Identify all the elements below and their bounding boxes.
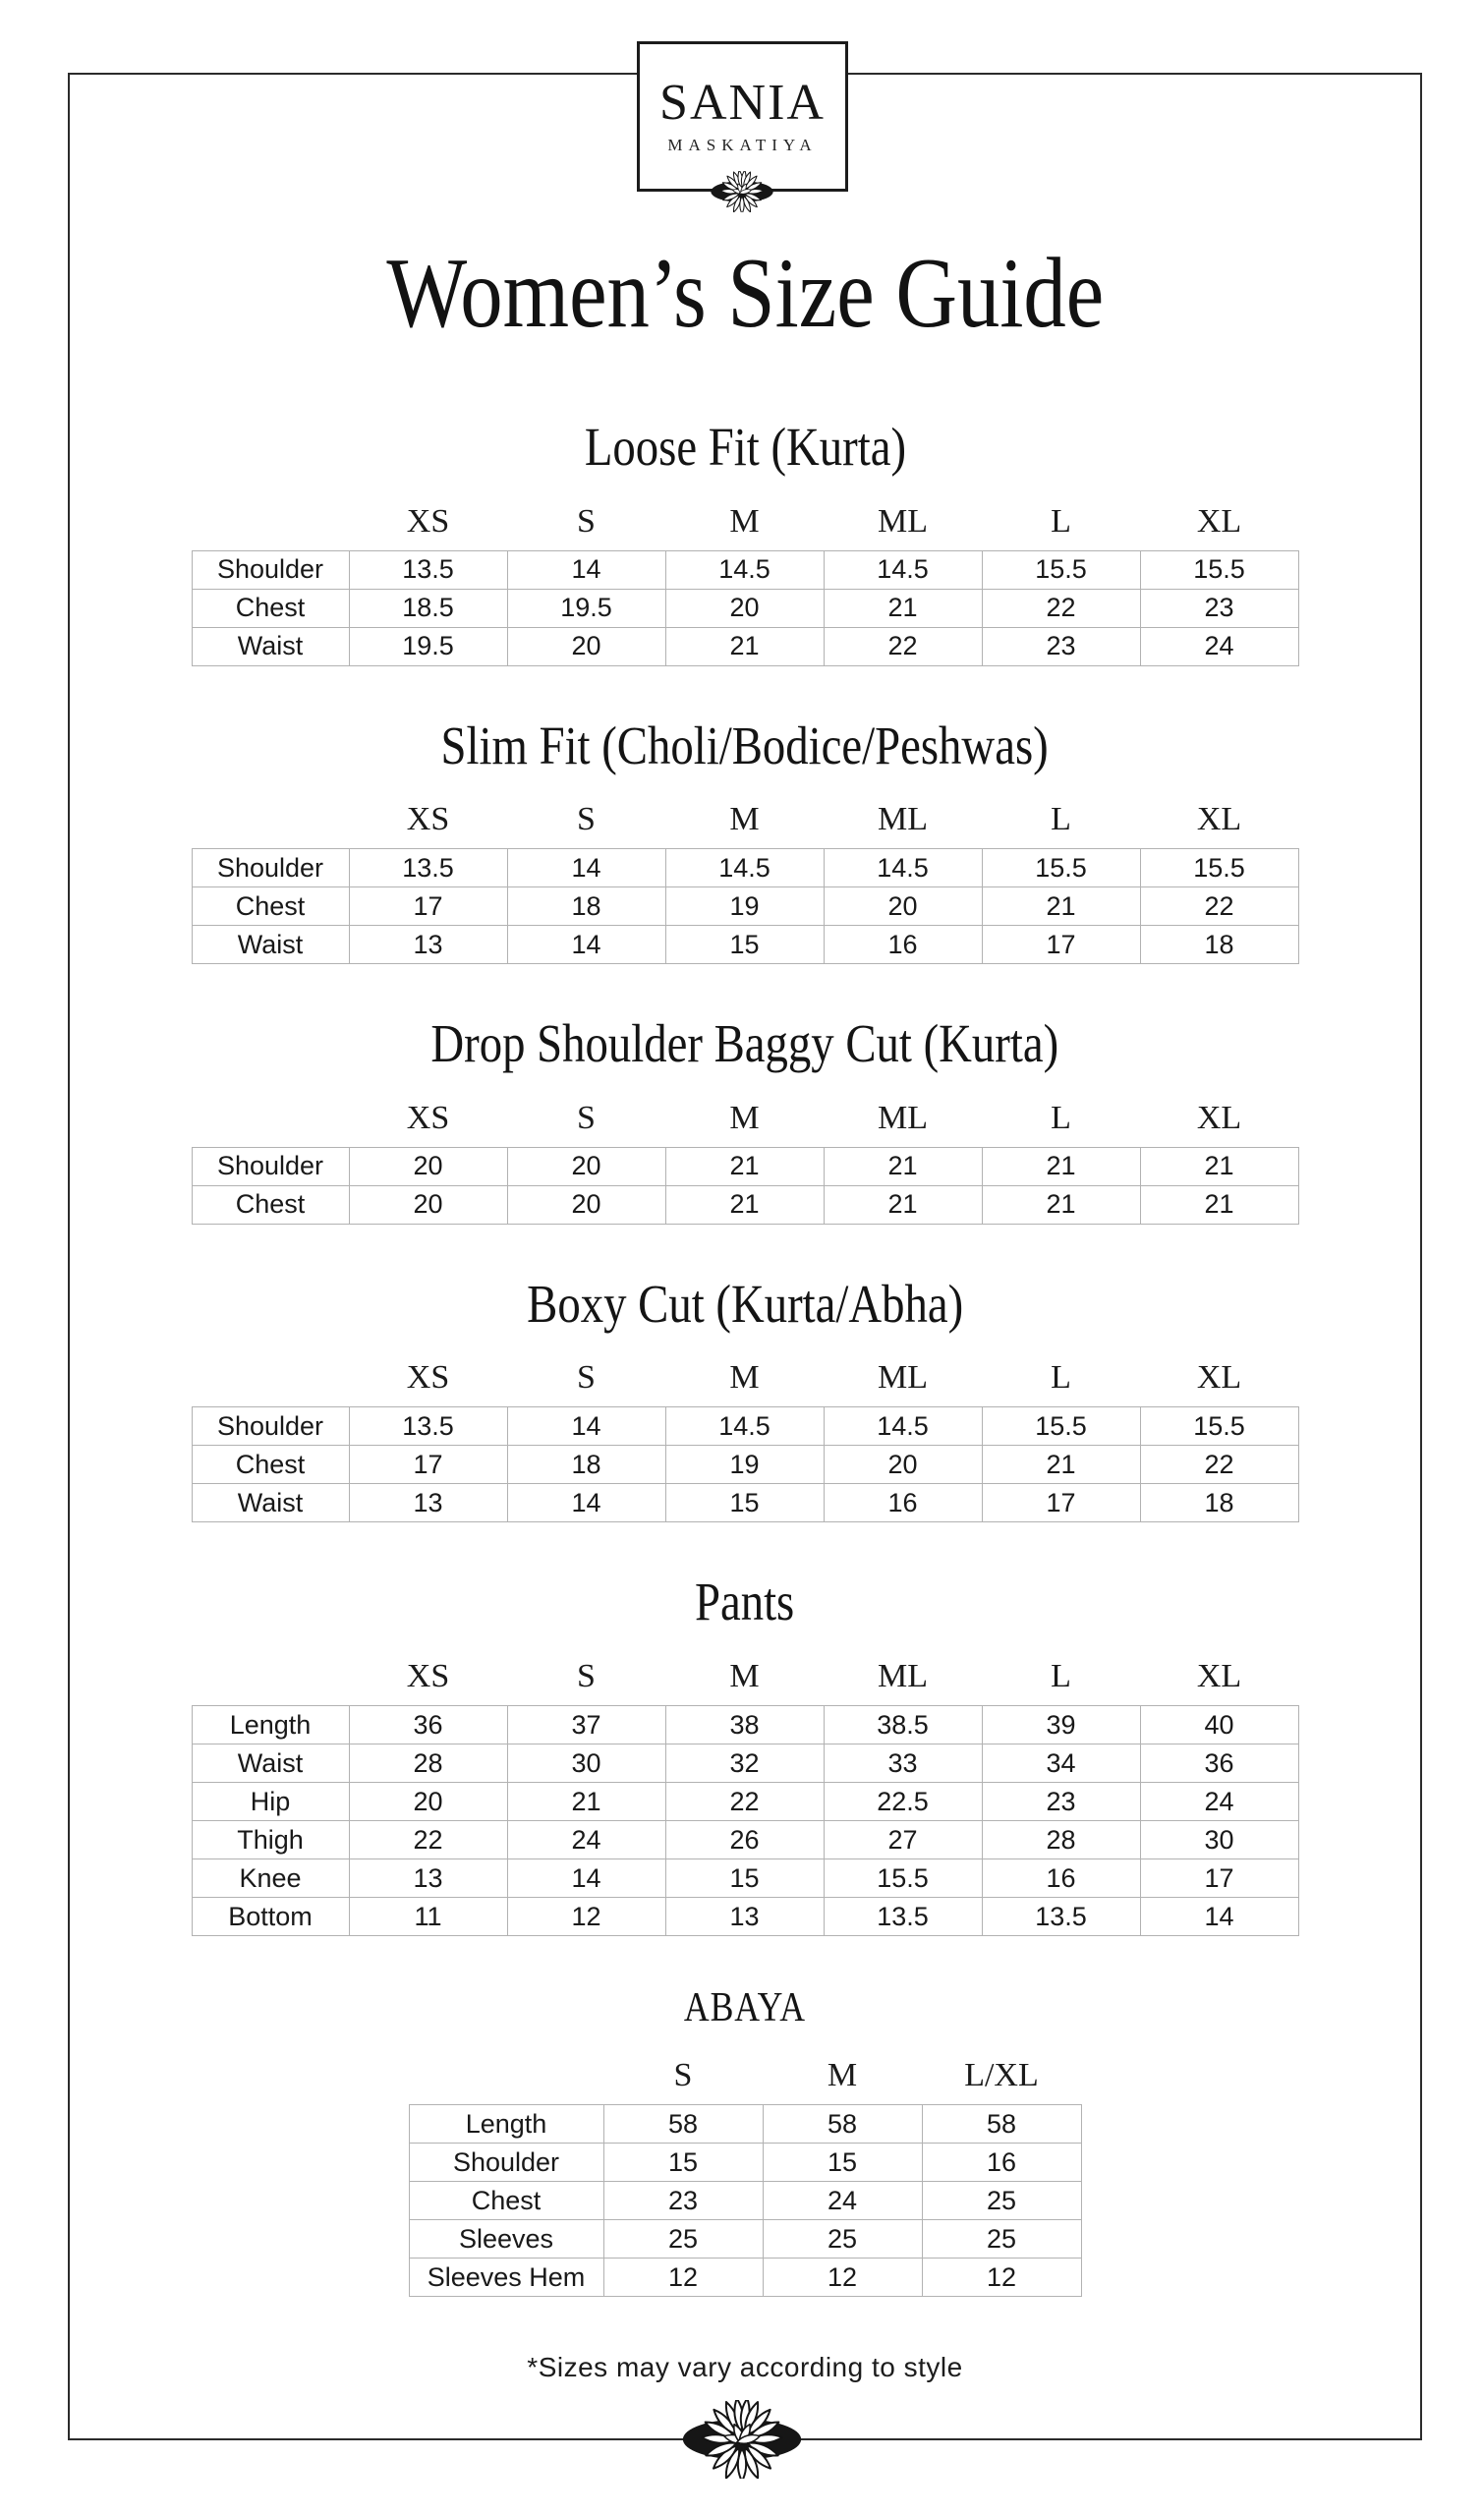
section-title-text: Boxy Cut (Kurta/Abha) — [526, 1273, 964, 1334]
size-column-label: L — [1051, 1359, 1071, 1397]
size-column-label: S — [673, 2057, 693, 2094]
size-value-cell: 20 — [507, 1185, 665, 1224]
row-label: Chest — [192, 589, 349, 627]
row-label: Chest — [192, 1185, 349, 1224]
size-value-cell: 17 — [982, 926, 1140, 964]
size-value-cell: 37 — [507, 1706, 665, 1744]
footnote: *Sizes may vary according to style — [527, 2352, 963, 2383]
size-value-cell: 15.5 — [1140, 1407, 1298, 1446]
size-column-label: L — [1051, 1658, 1071, 1695]
size-value-cell: 33 — [824, 1744, 982, 1783]
size-value-cell: 22 — [982, 589, 1140, 627]
section-title-text: ABAYA — [684, 1985, 806, 2031]
table-row — [192, 1859, 1298, 1898]
size-value-cell: 24 — [507, 1821, 665, 1859]
size-value-cell: 13 — [349, 1859, 507, 1898]
size-value-cell: 16 — [922, 2144, 1081, 2182]
table-row — [192, 1147, 1298, 1185]
brand-name: SANIA — [659, 75, 826, 131]
table-row — [192, 887, 1298, 926]
size-column-label: S — [577, 502, 596, 540]
section-title-text: Loose Fit (Kurta) — [584, 417, 906, 478]
row-label: Chest — [192, 1446, 349, 1484]
row-label: Waist — [192, 1484, 349, 1522]
table-row — [192, 550, 1298, 589]
size-value-cell: 14 — [507, 1484, 665, 1522]
row-label: Length — [409, 2105, 603, 2144]
size-value-cell: 22 — [665, 1783, 824, 1821]
table-row — [192, 1898, 1298, 1936]
size-column-label: S — [577, 1099, 596, 1136]
size-value-cell: 24 — [1140, 1783, 1298, 1821]
size-value-cell: 13 — [665, 1898, 824, 1936]
size-header-row — [192, 801, 1298, 838]
size-value-cell: 21 — [982, 1446, 1140, 1484]
size-value-cell: 38.5 — [824, 1706, 982, 1744]
size-column-label: ML — [878, 502, 928, 540]
size-column-label: S — [577, 1658, 596, 1695]
section-title — [68, 1274, 1422, 1335]
size-column-label: XS — [406, 1359, 450, 1397]
row-label: Bottom — [192, 1898, 349, 1936]
table-row — [192, 627, 1298, 665]
size-value-cell: 14 — [1140, 1898, 1298, 1936]
size-column-label: XS — [406, 502, 450, 540]
table-row — [409, 2182, 1081, 2220]
table-row — [192, 589, 1298, 627]
size-column-label: M — [729, 801, 760, 838]
size-value-cell: 17 — [982, 1484, 1140, 1522]
table-row — [192, 1446, 1298, 1484]
size-value-cell: 13.5 — [349, 1407, 507, 1446]
size-value-cell: 20 — [665, 589, 824, 627]
size-column-label: XL — [1196, 801, 1242, 838]
size-column-label: XS — [406, 1658, 450, 1695]
table-row — [192, 849, 1298, 887]
size-column-label: L — [1051, 502, 1071, 540]
section-drop-shoulder-baggy-cut-kurta — [68, 1013, 1422, 1225]
size-value-cell: 15.5 — [982, 550, 1140, 589]
table-row — [192, 1484, 1298, 1522]
size-value-cell: 15.5 — [1140, 550, 1298, 589]
size-value-cell: 14.5 — [665, 550, 824, 589]
size-value-cell: 13 — [349, 1484, 507, 1522]
section-slim-fit-choli-bodice-peshwas — [68, 715, 1422, 965]
size-value-cell: 19 — [665, 887, 824, 926]
size-value-cell: 30 — [507, 1744, 665, 1783]
size-value-cell: 17 — [349, 887, 507, 926]
size-value-cell: 28 — [982, 1821, 1140, 1859]
brand-logo — [637, 41, 848, 192]
size-value-cell: 14 — [507, 1859, 665, 1898]
size-value-cell: 12 — [922, 2259, 1081, 2297]
table-row — [192, 1706, 1298, 1744]
size-value-cell: 15.5 — [982, 1407, 1140, 1446]
section-boxy-cut-kurta-abha — [68, 1274, 1422, 1523]
size-value-cell: 20 — [824, 1446, 982, 1484]
size-value-cell: 38 — [665, 1706, 824, 1744]
row-label: Sleeves — [409, 2220, 603, 2259]
size-header-row — [192, 1100, 1298, 1137]
size-value-cell: 22.5 — [824, 1783, 982, 1821]
table-row — [192, 926, 1298, 964]
size-value-cell: 24 — [1140, 627, 1298, 665]
size-table — [192, 550, 1299, 666]
section-title — [68, 417, 1422, 478]
size-value-cell: 16 — [824, 926, 982, 964]
size-value-cell: 15.5 — [1140, 849, 1298, 887]
size-value-cell: 14.5 — [824, 849, 982, 887]
table-row — [409, 2105, 1081, 2144]
brand-subname: MASKATIYA — [667, 136, 818, 154]
size-column-label: XL — [1196, 1099, 1242, 1136]
size-column-label: M — [729, 502, 760, 540]
size-header-row — [192, 1658, 1298, 1695]
size-value-cell: 18.5 — [349, 589, 507, 627]
table-row — [192, 1185, 1298, 1224]
size-header-row — [409, 2057, 1081, 2094]
size-column-label: ML — [878, 1359, 928, 1397]
size-value-cell: 21 — [824, 1185, 982, 1224]
size-value-cell: 20 — [349, 1185, 507, 1224]
size-value-cell: 21 — [1140, 1147, 1298, 1185]
size-value-cell: 21 — [982, 1185, 1140, 1224]
size-value-cell: 17 — [349, 1446, 507, 1484]
size-value-cell: 14.5 — [665, 1407, 824, 1446]
size-table — [192, 1705, 1299, 1936]
table-row — [192, 1744, 1298, 1783]
size-value-cell: 20 — [507, 627, 665, 665]
size-column-label: L/XL — [964, 2057, 1039, 2094]
size-value-cell: 18 — [1140, 926, 1298, 964]
size-header-row — [192, 1359, 1298, 1397]
size-value-cell: 21 — [665, 1185, 824, 1224]
size-value-cell: 25 — [922, 2182, 1081, 2220]
size-value-cell: 21 — [665, 627, 824, 665]
size-value-cell: 13.5 — [982, 1898, 1140, 1936]
section-title-text: Drop Shoulder Baggy Cut (Kurta) — [430, 1013, 1059, 1074]
row-label: Length — [192, 1706, 349, 1744]
size-value-cell: 15 — [665, 1859, 824, 1898]
size-value-cell: 15 — [665, 926, 824, 964]
size-value-cell: 17 — [1140, 1859, 1298, 1898]
size-value-cell: 23 — [603, 2182, 763, 2220]
size-value-cell: 19 — [665, 1446, 824, 1484]
row-label: Hip — [192, 1783, 349, 1821]
size-value-cell: 16 — [824, 1484, 982, 1522]
size-table — [192, 1147, 1299, 1225]
size-value-cell: 58 — [922, 2105, 1081, 2144]
size-value-cell: 39 — [982, 1706, 1140, 1744]
row-label: Waist — [192, 926, 349, 964]
size-value-cell: 20 — [507, 1147, 665, 1185]
size-value-cell: 36 — [1140, 1744, 1298, 1783]
section-title — [68, 1013, 1422, 1074]
table-row — [409, 2220, 1081, 2259]
size-value-cell: 34 — [982, 1744, 1140, 1783]
size-value-cell: 19.5 — [507, 589, 665, 627]
row-label: Shoulder — [192, 1407, 349, 1446]
size-column-label: XL — [1196, 1658, 1242, 1695]
size-value-cell: 23 — [982, 627, 1140, 665]
size-value-cell: 11 — [349, 1898, 507, 1936]
row-label: Shoulder — [192, 1147, 349, 1185]
size-header-row — [192, 503, 1298, 541]
size-column-label: L — [1051, 801, 1071, 838]
row-label: Thigh — [192, 1821, 349, 1859]
row-label: Chest — [409, 2182, 603, 2220]
size-value-cell: 23 — [982, 1783, 1140, 1821]
size-value-cell: 12 — [507, 1898, 665, 1936]
size-value-cell: 13.5 — [349, 849, 507, 887]
size-value-cell: 30 — [1140, 1821, 1298, 1859]
size-value-cell: 21 — [982, 1147, 1140, 1185]
size-column-label: M — [827, 2057, 858, 2094]
size-value-cell: 14.5 — [824, 550, 982, 589]
page-title — [68, 238, 1422, 349]
size-value-cell: 18 — [1140, 1484, 1298, 1522]
size-value-cell: 13.5 — [824, 1898, 982, 1936]
laurel-ornament-icon — [693, 171, 791, 212]
size-value-cell: 12 — [603, 2259, 763, 2297]
table-row — [192, 1821, 1298, 1859]
size-value-cell: 15.5 — [982, 849, 1140, 887]
size-value-cell: 22 — [1140, 1446, 1298, 1484]
row-label: Shoulder — [192, 849, 349, 887]
size-value-cell: 18 — [507, 887, 665, 926]
section-title-text: Pants — [695, 1572, 795, 1632]
table-row — [192, 1783, 1298, 1821]
size-value-cell: 25 — [922, 2220, 1081, 2259]
size-value-cell: 27 — [824, 1821, 982, 1859]
size-value-cell: 12 — [763, 2259, 922, 2297]
size-value-cell: 23 — [1140, 589, 1298, 627]
sections — [68, 417, 1422, 2297]
size-column-label: XL — [1196, 1359, 1242, 1397]
table-row — [192, 1407, 1298, 1446]
row-label: Waist — [192, 1744, 349, 1783]
size-value-cell: 58 — [763, 2105, 922, 2144]
laurel-ornament-icon — [649, 2400, 835, 2479]
section-title — [68, 1985, 1422, 2031]
row-label: Sleeves Hem — [409, 2259, 603, 2297]
size-value-cell: 13.5 — [349, 550, 507, 589]
row-label: Shoulder — [409, 2144, 603, 2182]
row-label: Knee — [192, 1859, 349, 1898]
size-value-cell: 15.5 — [824, 1859, 982, 1898]
size-column-label: XS — [406, 1099, 450, 1136]
size-table — [409, 2104, 1082, 2297]
row-label: Shoulder — [192, 550, 349, 589]
size-value-cell: 15 — [763, 2144, 922, 2182]
size-value-cell: 28 — [349, 1744, 507, 1783]
size-value-cell: 14 — [507, 926, 665, 964]
page-title-text: Women’s Size Guide — [386, 238, 1104, 349]
size-value-cell: 16 — [982, 1859, 1140, 1898]
size-value-cell: 13 — [349, 926, 507, 964]
section-title-text: Slim Fit (Choli/Bodice/Peshwas) — [440, 715, 1050, 775]
size-value-cell: 21 — [982, 887, 1140, 926]
size-value-cell: 25 — [603, 2220, 763, 2259]
size-value-cell: 25 — [763, 2220, 922, 2259]
size-column-label: S — [577, 801, 596, 838]
size-value-cell: 32 — [665, 1744, 824, 1783]
table-row — [409, 2259, 1081, 2297]
content-column — [68, 0, 1422, 2383]
size-table — [192, 1406, 1299, 1522]
size-column-label: M — [729, 1359, 760, 1397]
size-value-cell: 14.5 — [665, 849, 824, 887]
size-column-label: XL — [1196, 502, 1242, 540]
size-column-label: S — [577, 1359, 596, 1397]
size-value-cell: 21 — [665, 1147, 824, 1185]
size-value-cell: 58 — [603, 2105, 763, 2144]
row-label: Chest — [192, 887, 349, 926]
section-title — [68, 715, 1422, 776]
size-value-cell: 21 — [507, 1783, 665, 1821]
size-value-cell: 22 — [1140, 887, 1298, 926]
size-value-cell: 20 — [824, 887, 982, 926]
section-title — [68, 1572, 1422, 1632]
size-value-cell: 21 — [824, 589, 982, 627]
size-column-label: ML — [878, 801, 928, 838]
size-value-cell: 15 — [665, 1484, 824, 1522]
size-column-label: L — [1051, 1099, 1071, 1136]
size-value-cell: 19.5 — [349, 627, 507, 665]
size-value-cell: 24 — [763, 2182, 922, 2220]
table-row — [409, 2144, 1081, 2182]
size-value-cell: 40 — [1140, 1706, 1298, 1744]
size-table — [192, 848, 1299, 964]
size-column-label: M — [729, 1658, 760, 1695]
size-value-cell: 14 — [507, 550, 665, 589]
section-loose-fit-kurta — [68, 417, 1422, 666]
size-value-cell: 20 — [349, 1147, 507, 1185]
size-value-cell: 26 — [665, 1821, 824, 1859]
row-label: Waist — [192, 627, 349, 665]
size-value-cell: 18 — [507, 1446, 665, 1484]
size-column-label: M — [729, 1099, 760, 1136]
size-value-cell: 36 — [349, 1706, 507, 1744]
size-value-cell: 21 — [824, 1147, 982, 1185]
size-value-cell: 14 — [507, 849, 665, 887]
size-column-label: ML — [878, 1658, 928, 1695]
size-value-cell: 20 — [349, 1783, 507, 1821]
size-column-label: XS — [406, 801, 450, 838]
size-value-cell: 14 — [507, 1407, 665, 1446]
size-value-cell: 22 — [824, 627, 982, 665]
size-value-cell: 21 — [1140, 1185, 1298, 1224]
section-abaya — [68, 1985, 1422, 2297]
size-value-cell: 22 — [349, 1821, 507, 1859]
size-column-label: ML — [878, 1099, 928, 1136]
section-pants — [68, 1572, 1422, 1936]
size-value-cell: 14.5 — [824, 1407, 982, 1446]
size-value-cell: 15 — [603, 2144, 763, 2182]
